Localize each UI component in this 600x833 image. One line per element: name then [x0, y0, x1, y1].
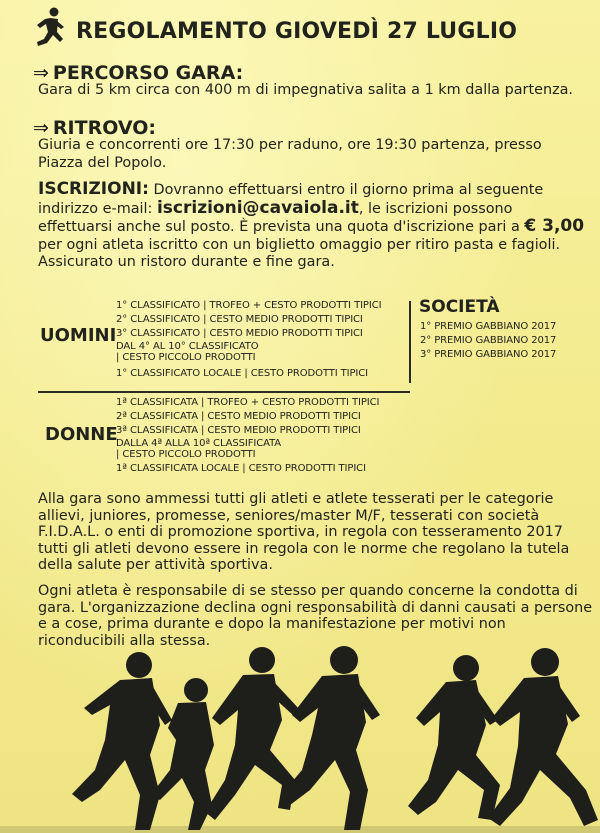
iscrizioni-fee: € 3,00 [524, 216, 585, 236]
runner-icon [30, 6, 70, 52]
iscrizioni-part2: , le iscrizioni possono effettuarsi anche sul posto. È prevista una quota d'iscrizione pari a [38, 200, 525, 235]
prize-line: 2° PREMIO GABBIANO 2017 [420, 335, 557, 346]
iscrizioni-email: iscrizioni@cavaiola.it [156, 197, 359, 218]
prize-line: 3ª CLASSIFICATA | CESTO MEDIO PRODOTTI TIPICI [116, 425, 361, 436]
ammissione-text: Alla gara sono ammessi tutti gli atleti e atlete tesserati per le categorie allievi, juniores, promesse, seniores/master M/F, tesserati con società F.I.D.A.L. o enti di promozione sportiva, in regola con tesseramento 2017 tutti gli atleti devono essere in regola con le norme che regolano la tutela della salute per attività sportiva. [38, 491, 570, 573]
prize-line: 1° PREMIO GABBIANO 2017 [420, 321, 557, 332]
ritrovo-heading [33, 117, 156, 139]
prize-line: | CESTO PICCOLO PRODOTTI [116, 352, 256, 363]
arrow-right-icon: ⇒ [33, 62, 49, 84]
percorso-heading-label: PERCORSO GARA: [52, 62, 244, 84]
prize-line: 3° CLASSIFICATO | CESTO MEDIO PRODOTTI TIPICI [116, 328, 363, 339]
divider-horizontal [38, 391, 410, 393]
iscrizioni-part1: Dovranno effettuarsi entro il giorno prima al seguente indirizzo e-mail: [38, 182, 544, 217]
arrow-right-icon: ⇒ [33, 117, 49, 139]
uomini-label: UOMINI [40, 325, 117, 346]
responsabilita-text: Ogni atleta è responsabile di se stesso per quando concerne la condotta di gara. L'organizzazione declina ogni responsabilità di danni causati a persone e a cose, prima durante e dopo la manifestazione per motivi non riconducibili alla stessa. [38, 583, 593, 649]
percorso-heading [33, 62, 243, 84]
percorso-text: Gara di 5 km circa con 400 m di impegnativa salita a 1 km dalla partenza. [38, 82, 574, 98]
divider-vertical [409, 301, 411, 383]
uomini-prizes [116, 299, 381, 381]
iscrizioni-text [38, 181, 590, 272]
donne-label: DONNE [45, 424, 118, 445]
header [30, 6, 517, 52]
prize-line: DAL 4° AL 10° CLASSIFICATO [116, 341, 259, 352]
prize-line: 3° PREMIO GABBIANO 2017 [420, 349, 557, 360]
prize-line: | CESTO PICCOLO PRODOTTI [116, 449, 256, 460]
prize-line: 1° CLASSIFICATO LOCALE | CESTO PRODOTTI TIPICI [116, 368, 369, 379]
prize-line: 1ª CLASSIFICATA LOCALE | CESTO PRODOTTI TIPICI [116, 463, 366, 474]
prize-line: 1ª CLASSIFICATA | TROFEO + CESTO PRODOTTI TIPICI [116, 397, 380, 408]
prize-line: 2ª CLASSIFICATA | CESTO MEDIO PRODOTTI TIPICI [116, 411, 361, 422]
page-title: REGOLAMENTO GIOVEDÌ 27 LUGLIO [76, 18, 518, 44]
ritrovo-text: Giuria e concorrenti ore 17:30 per raduno, ore 19:30 partenza, presso Piazza del Popolo. [38, 137, 542, 171]
iscrizioni-heading: ISCRIZIONI: [38, 179, 149, 199]
societa-prizes [420, 320, 556, 362]
runners-silhouettes [0, 630, 600, 833]
ritrovo-heading-label: RITROVO: [52, 117, 156, 139]
iscrizioni-part3: per ogni atleta iscritto con un biglietto omaggio per ritiro pasta e fagioli. Assicurato un ristoro durante e fine gara. [38, 236, 561, 270]
societa-title: SOCIETÀ [419, 297, 500, 317]
donne-prizes [116, 396, 379, 476]
prize-line: 1° CLASSIFICATO | TROFEO + CESTO PRODOTTI TIPICI [116, 300, 382, 311]
prize-line: DALLA 4ª ALLA 10ª CLASSIFICATA [116, 438, 282, 449]
prize-line: 2° CLASSIFICATO | CESTO MEDIO PRODOTTI TIPICI [116, 314, 363, 325]
